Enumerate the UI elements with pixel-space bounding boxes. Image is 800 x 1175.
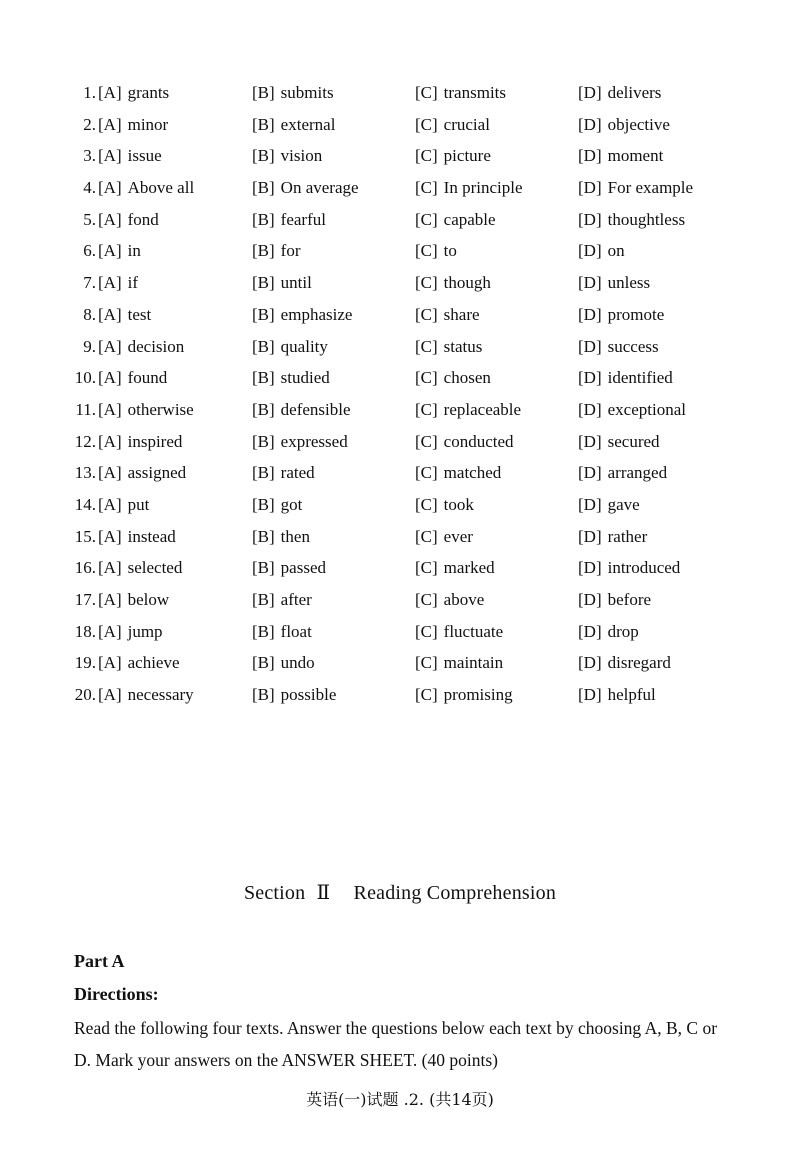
option-text: rather — [607, 526, 648, 546]
option-b — [252, 589, 312, 611]
option-b — [252, 462, 315, 484]
option-text: moment — [607, 146, 664, 166]
option-c — [415, 209, 496, 231]
option-letter: [C] — [415, 273, 438, 293]
option-b — [252, 684, 336, 706]
question-row — [74, 684, 724, 716]
option-text: Above all — [127, 178, 195, 198]
option-text: above — [443, 590, 485, 609]
option-a — [98, 114, 168, 136]
section-heading — [0, 880, 800, 905]
question-number: 5. — [83, 209, 96, 229]
option-letter: [D] — [578, 114, 602, 134]
option-text: promising — [443, 685, 513, 705]
option-c — [415, 652, 503, 674]
option-letter: [B] — [252, 494, 275, 514]
option-letter: [A] — [98, 146, 122, 166]
option-d — [578, 272, 650, 294]
option-letter: [D] — [578, 494, 602, 514]
option-a — [98, 652, 180, 674]
option-text: jump — [127, 621, 163, 641]
option-c — [415, 431, 514, 453]
option-letter: [C] — [415, 178, 438, 198]
question-number: 14. — [74, 494, 96, 514]
option-text: fluctuate — [443, 621, 504, 641]
question-number: 10. — [74, 368, 96, 388]
option-c — [415, 82, 506, 104]
option-c — [415, 557, 495, 579]
option-a — [98, 145, 162, 167]
option-letter: [C] — [415, 431, 438, 451]
option-text: emphasize — [280, 304, 353, 324]
option-text: instead — [127, 526, 176, 546]
option-text: secured — [607, 431, 660, 451]
option-b — [252, 399, 351, 421]
question-number: 3. — [83, 146, 96, 166]
option-c — [415, 177, 523, 199]
question-number: 19. — [74, 653, 96, 673]
option-d — [578, 462, 667, 484]
option-letter: [B] — [252, 114, 275, 134]
option-c — [415, 494, 474, 516]
option-a — [98, 526, 176, 548]
option-text: studied — [280, 368, 330, 388]
option-text: In principle — [443, 178, 523, 198]
option-letter: [B] — [252, 463, 275, 483]
question-number: 12. — [74, 431, 96, 451]
option-text: rated — [280, 463, 315, 483]
option-d — [578, 304, 664, 326]
option-letter: [A] — [98, 273, 122, 293]
question-row — [74, 304, 724, 336]
question-number: 11. — [75, 399, 96, 419]
question-row — [74, 526, 724, 558]
question-number: 17. — [74, 590, 96, 609]
option-text: necessary — [127, 685, 194, 705]
option-letter: [D] — [578, 653, 602, 673]
option-c — [415, 526, 473, 548]
question-number: 9. — [83, 336, 96, 356]
option-letter: [A] — [98, 241, 122, 261]
option-b — [252, 240, 301, 262]
option-letter: [C] — [415, 463, 438, 483]
option-d — [578, 431, 660, 453]
option-c — [415, 304, 480, 326]
section-label: Section — [243, 882, 306, 904]
option-text: conducted — [443, 431, 514, 451]
option-b — [252, 82, 334, 104]
question-row — [74, 621, 724, 653]
option-text: transmits — [443, 83, 507, 102]
option-text: expressed — [280, 431, 348, 451]
question-row — [74, 82, 724, 114]
option-text: maintain — [443, 653, 504, 673]
option-a — [98, 684, 194, 706]
option-letter: [D] — [578, 146, 602, 166]
option-c — [415, 621, 503, 643]
option-text: though — [443, 273, 491, 293]
option-text: fond — [127, 209, 159, 229]
option-a — [98, 462, 186, 484]
option-letter: [C] — [415, 241, 438, 261]
option-a — [98, 177, 194, 199]
option-c — [415, 145, 491, 167]
question-row — [74, 431, 724, 463]
option-b — [252, 494, 302, 516]
option-text: before — [607, 590, 652, 609]
question-number: 20. — [74, 685, 96, 705]
option-letter: [D] — [578, 431, 602, 451]
option-text: test — [127, 304, 152, 324]
question-row — [74, 589, 724, 621]
option-text: arranged — [607, 463, 668, 483]
option-text: chosen — [443, 368, 491, 388]
option-letter: [B] — [252, 146, 275, 166]
option-letter: [A] — [98, 178, 122, 198]
option-c — [415, 462, 501, 484]
option-b — [252, 431, 348, 453]
option-letter: [D] — [578, 336, 602, 356]
option-letter: [A] — [98, 304, 122, 324]
option-letter: [D] — [578, 558, 602, 578]
option-letter: [A] — [98, 209, 122, 229]
option-letter: [C] — [415, 558, 438, 578]
option-b — [252, 145, 322, 167]
question-row — [74, 557, 724, 589]
option-text: took — [443, 494, 474, 514]
option-d — [578, 209, 685, 231]
question-row — [74, 272, 724, 304]
question-number: 7. — [83, 273, 96, 293]
option-text: undo — [280, 653, 315, 673]
question-row — [74, 240, 724, 272]
option-letter: [A] — [98, 431, 122, 451]
option-text: defensible — [280, 399, 351, 419]
question-row — [74, 209, 724, 241]
option-d — [578, 399, 686, 421]
option-text: crucial — [443, 114, 490, 134]
option-text: achieve — [127, 653, 180, 673]
option-letter: [D] — [578, 241, 602, 261]
option-b — [252, 304, 352, 326]
option-d — [578, 589, 651, 611]
option-text: for — [280, 241, 301, 261]
option-letter: [C] — [415, 336, 438, 356]
option-b — [252, 367, 330, 389]
directions-text: Read the following four texts. Answer the questions below each text by choosing A, B, C or D. Mark your answers on the ANSWER SHEET. (40 points) — [74, 1018, 718, 1070]
option-letter: [C] — [415, 399, 438, 419]
question-number: 13. — [74, 463, 96, 483]
option-a — [98, 240, 141, 262]
option-d — [578, 494, 640, 516]
question-number: 16. — [74, 558, 96, 578]
section-title-text: Reading Comprehension — [353, 882, 557, 904]
option-d — [578, 621, 639, 643]
option-text: to — [443, 241, 457, 261]
option-letter: [B] — [252, 273, 275, 293]
option-text: if — [127, 273, 138, 293]
option-b — [252, 177, 359, 199]
section-number: Ⅱ — [316, 882, 331, 904]
question-number: 15. — [74, 526, 96, 546]
option-letter: [C] — [415, 590, 438, 609]
option-text: inspired — [127, 431, 183, 451]
option-letter: [B] — [252, 368, 275, 388]
option-b — [252, 621, 312, 643]
option-letter: [A] — [98, 336, 122, 356]
option-a — [98, 589, 169, 611]
option-a — [98, 336, 184, 358]
option-text: put — [127, 494, 150, 514]
option-letter: [C] — [415, 83, 438, 102]
directions-label: Directions: — [74, 984, 159, 1004]
option-d — [578, 82, 661, 104]
option-text: quality — [280, 336, 328, 356]
option-text: until — [280, 273, 312, 293]
option-text: below — [127, 590, 170, 609]
option-text: on — [607, 241, 625, 261]
option-text: assigned — [127, 463, 187, 483]
option-b — [252, 272, 312, 294]
option-a — [98, 621, 163, 643]
option-text: promote — [607, 304, 665, 324]
option-text: submits — [280, 83, 334, 102]
option-c — [415, 399, 521, 421]
option-text: float — [280, 621, 312, 641]
option-letter: [D] — [578, 368, 602, 388]
option-letter: [B] — [252, 83, 275, 102]
option-a — [98, 399, 194, 421]
option-text: after — [280, 590, 312, 609]
option-letter: [D] — [578, 209, 602, 229]
option-text: On average — [280, 178, 359, 198]
option-text: delivers — [607, 83, 662, 102]
option-letter: [A] — [98, 621, 122, 641]
option-b — [252, 652, 315, 674]
option-text: introduced — [607, 558, 681, 578]
option-letter: [A] — [98, 83, 122, 102]
option-text: exceptional — [607, 399, 686, 419]
option-letter: [B] — [252, 399, 275, 419]
option-c — [415, 272, 491, 294]
option-d — [578, 177, 693, 199]
question-number: 4. — [83, 178, 96, 198]
option-text: selected — [127, 558, 183, 578]
option-letter: [B] — [252, 241, 275, 261]
question-row — [74, 462, 724, 494]
option-letter: [A] — [98, 685, 122, 705]
option-text: passed — [280, 558, 326, 578]
option-c — [415, 240, 457, 262]
option-text: issue — [127, 146, 162, 166]
option-text: success — [607, 336, 659, 356]
option-letter: [A] — [98, 494, 122, 514]
option-letter: [B] — [252, 304, 275, 324]
option-letter: [D] — [578, 399, 602, 419]
option-letter: [B] — [252, 178, 275, 198]
option-letter: [B] — [252, 558, 275, 578]
option-letter: [C] — [415, 621, 438, 641]
option-letter: [B] — [252, 431, 275, 451]
question-row — [74, 367, 724, 399]
option-text: picture — [443, 146, 491, 166]
question-row — [74, 494, 724, 526]
option-letter: [A] — [98, 368, 122, 388]
option-b — [252, 114, 335, 136]
option-text: status — [443, 336, 483, 356]
question-row — [74, 652, 724, 684]
option-text: minor — [127, 114, 169, 134]
option-text: got — [280, 494, 303, 514]
option-text: possible — [280, 685, 337, 705]
option-text: share — [443, 304, 480, 324]
option-letter: [C] — [415, 526, 438, 546]
option-letter: [A] — [98, 399, 122, 419]
option-d — [578, 557, 680, 579]
option-letter: [B] — [252, 653, 275, 673]
option-text: then — [280, 526, 310, 546]
page-footer: 英语(一)试题 .2. (共14页) — [306, 1090, 494, 1109]
option-letter: [A] — [98, 558, 122, 578]
question-number: 6. — [83, 241, 96, 261]
option-text: decision — [127, 336, 185, 356]
option-b — [252, 209, 326, 231]
option-letter: [D] — [578, 526, 602, 546]
option-letter: [D] — [578, 463, 602, 483]
option-text: unless — [607, 273, 651, 293]
question-row — [74, 399, 724, 431]
answer-options-list — [74, 82, 724, 716]
option-letter: [C] — [415, 146, 438, 166]
option-d — [578, 684, 656, 706]
option-letter: [C] — [415, 209, 438, 229]
option-text: capable — [443, 209, 496, 229]
option-letter: [C] — [415, 114, 438, 134]
option-text: grants — [127, 83, 170, 102]
option-a — [98, 367, 167, 389]
option-letter: [B] — [252, 621, 275, 641]
question-number: 2. — [83, 114, 96, 134]
option-d — [578, 652, 671, 674]
option-letter: [C] — [415, 304, 438, 324]
option-text: external — [280, 114, 336, 134]
option-d — [578, 240, 625, 262]
option-text: thoughtless — [607, 209, 686, 229]
option-letter: [C] — [415, 685, 438, 705]
option-a — [98, 431, 182, 453]
question-row — [74, 336, 724, 368]
option-text: in — [127, 241, 141, 261]
option-letter: [D] — [578, 178, 602, 198]
option-c — [415, 114, 490, 136]
option-text: otherwise — [127, 399, 194, 419]
option-letter: [A] — [98, 526, 122, 546]
option-letter: [D] — [578, 621, 602, 641]
option-text: fearful — [280, 209, 326, 229]
option-letter: [A] — [98, 114, 122, 134]
option-a — [98, 304, 151, 326]
option-text: For example — [607, 178, 694, 198]
option-text: ever — [443, 526, 473, 546]
option-c — [415, 589, 484, 611]
question-row — [74, 145, 724, 177]
option-a — [98, 209, 159, 231]
option-letter: [A] — [98, 590, 122, 609]
option-letter: [B] — [252, 209, 275, 229]
option-text: replaceable — [443, 399, 522, 419]
option-letter: [D] — [578, 304, 602, 324]
option-letter: [B] — [252, 336, 275, 356]
question-number: 18. — [74, 621, 96, 641]
question-row — [74, 177, 724, 209]
option-a — [98, 82, 169, 104]
option-text: identified — [607, 368, 673, 388]
option-b — [252, 557, 326, 579]
option-letter: [D] — [578, 83, 602, 102]
option-text: vision — [280, 146, 323, 166]
option-letter: [B] — [252, 590, 275, 609]
option-c — [415, 684, 513, 706]
option-letter: [B] — [252, 685, 275, 705]
question-number: 8. — [83, 304, 96, 324]
option-text: disregard — [607, 653, 671, 673]
question-number: 1. — [83, 83, 96, 102]
option-d — [578, 526, 647, 548]
option-d — [578, 145, 663, 167]
option-letter: [C] — [415, 653, 438, 673]
option-letter: [D] — [578, 685, 602, 705]
option-letter: [C] — [415, 494, 438, 514]
option-text: found — [127, 368, 168, 388]
option-d — [578, 336, 659, 358]
option-letter: [A] — [98, 653, 122, 673]
option-text: marked — [443, 558, 495, 578]
option-a — [98, 557, 182, 579]
option-c — [415, 336, 482, 358]
option-letter: [C] — [415, 368, 438, 388]
option-text: drop — [607, 621, 639, 641]
option-text: gave — [607, 494, 640, 514]
option-c — [415, 367, 491, 389]
option-letter: [D] — [578, 273, 602, 293]
option-b — [252, 526, 310, 548]
option-b — [252, 336, 328, 358]
part-title: Part A — [74, 951, 125, 971]
option-a — [98, 272, 138, 294]
question-row — [74, 114, 724, 146]
option-letter: [B] — [252, 526, 275, 546]
option-d — [578, 114, 670, 136]
option-letter: [D] — [578, 590, 602, 609]
option-d — [578, 367, 673, 389]
option-text: objective — [607, 114, 670, 134]
option-a — [98, 494, 149, 516]
option-letter: [A] — [98, 463, 122, 483]
option-text: helpful — [607, 685, 656, 705]
option-text: matched — [443, 463, 502, 483]
